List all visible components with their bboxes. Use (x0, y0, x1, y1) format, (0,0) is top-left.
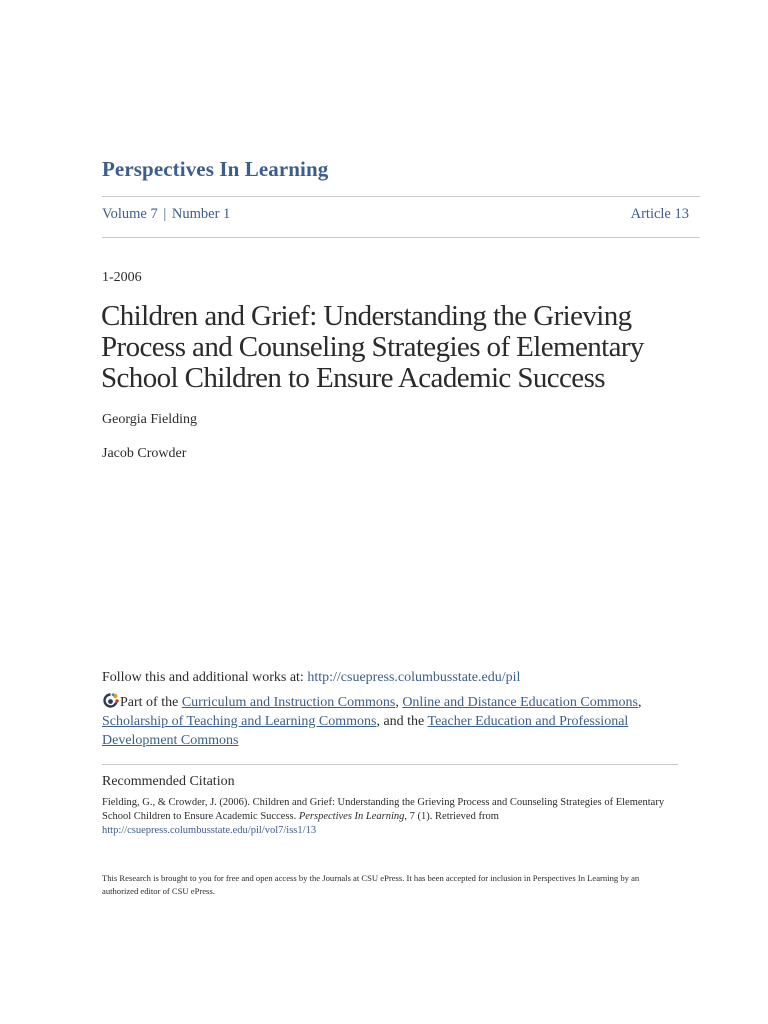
issue-separator: | (163, 206, 167, 222)
author-name: Jacob Crowder (102, 446, 187, 461)
comma-separator: , (395, 695, 399, 710)
article-title: Children and Grief: Understanding the Grieving Process and Counseling Strategies of Elementary School Children to Ensure Academic Success (101, 300, 644, 394)
comma-separator: , (637, 695, 642, 710)
commons-link-online-distance[interactable]: Online and Distance Education Commons (402, 695, 638, 710)
divider-citation (102, 764, 678, 765)
part-of-commons (102, 693, 662, 750)
publication-date: 1-2006 (102, 270, 142, 285)
repository-url-link[interactable]: http://csuepress.columbusstate.edu/pil (307, 670, 521, 685)
citation-text (102, 796, 677, 838)
journal-title[interactable]: Perspectives In Learning (102, 157, 329, 181)
follow-line (102, 670, 520, 686)
and-the-text: , and the (376, 714, 425, 729)
commons-network-icon (102, 693, 119, 708)
citation-part2: , 7 (1). Retrieved from (404, 811, 499, 822)
recommended-citation-heading: Recommended Citation (102, 774, 235, 789)
commons-link-curriculum[interactable]: Curriculum and Instruction Commons (181, 695, 396, 710)
divider-top (102, 196, 700, 197)
part-of-prefix: Part of the (120, 695, 179, 710)
follow-label: Follow this and additional works at: (102, 670, 304, 685)
citation-part1: Fielding, G., & Crowder, J. (2006). Children and Grief: Understanding the Grieving Process and Counseling Strategies of Elementary School Children to Ensure Academic Success. (102, 797, 665, 822)
commons-link-teacher-education[interactable]: Teacher Education and Professional Development Commons (102, 714, 629, 748)
divider-bottom (102, 237, 700, 238)
author-name: Georgia Fielding (102, 412, 198, 427)
citation-url-link[interactable]: http://csuepress.columbusstate.edu/pil/vol7/iss1/13 (102, 825, 317, 836)
volume-number-group (102, 206, 230, 223)
volume-link[interactable]: Volume 7 (102, 206, 158, 222)
article-number-link[interactable]: Article 13 (630, 206, 689, 222)
commons-link-scholarship-teaching[interactable]: Scholarship of Teaching and Learning Commons (102, 714, 377, 729)
citation-journal: Perspectives In Learning (298, 811, 405, 822)
access-statement: This Research is brought to you for free and open access by the Journals at CSU ePress. It has been accepted for inclusion in Perspectives In Learning by an authorized editor of CSU ePress. (102, 873, 640, 896)
number-link[interactable]: Number 1 (171, 206, 231, 222)
